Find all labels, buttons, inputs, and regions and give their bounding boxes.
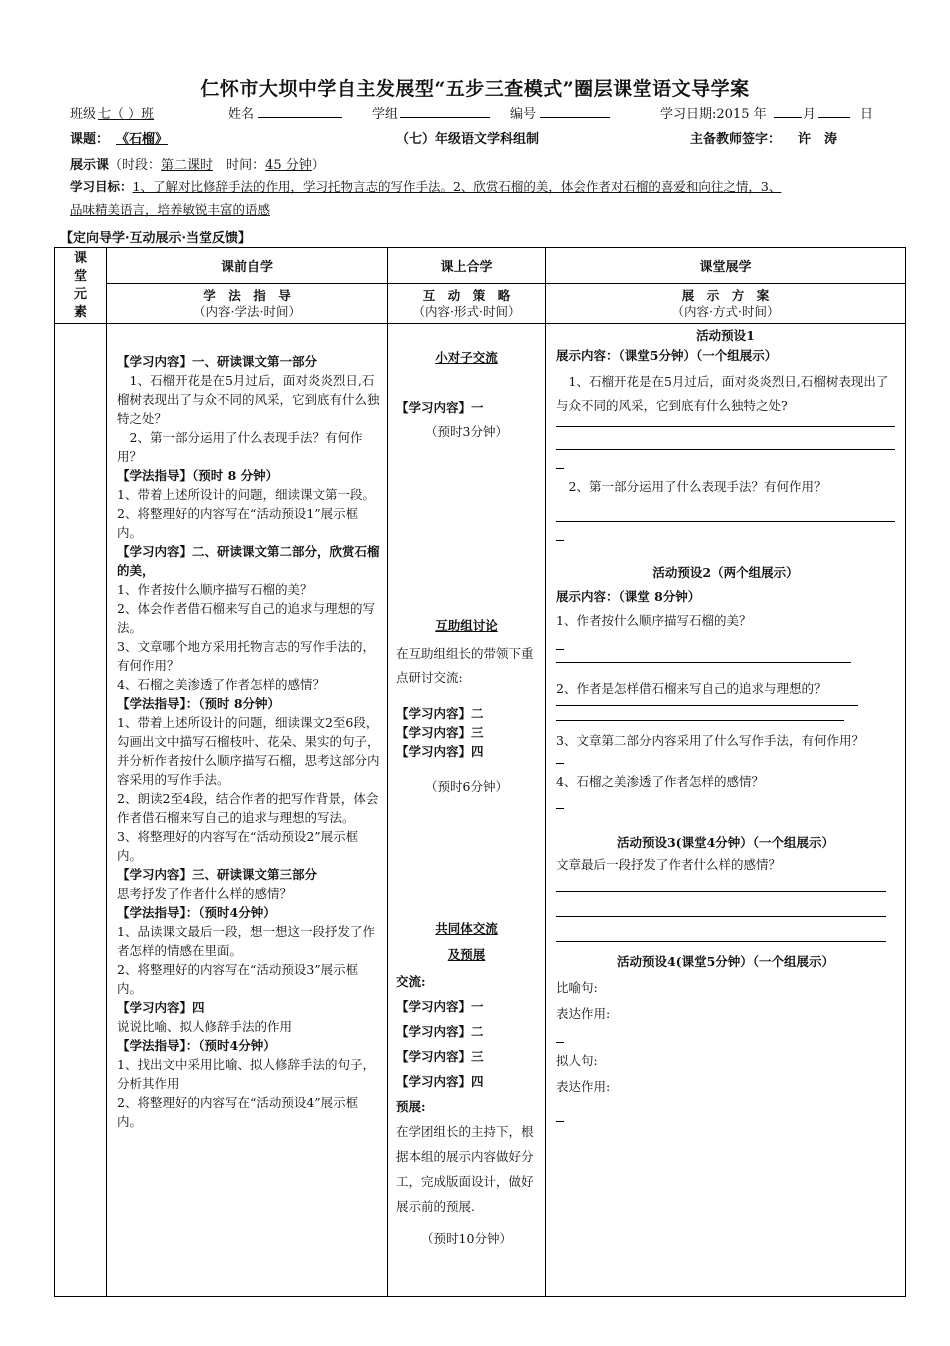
activity2-title: 活动预设2（两个组展示） — [652, 565, 799, 580]
teacher-label: 主备教师签字： — [690, 132, 782, 147]
header-self-study: 课前自学 — [107, 248, 388, 284]
method-step: 2、朗读2至4段，结合作者的把写作背景，体会作者借石榴来写自己的追求与理想的写法。 — [117, 791, 379, 825]
study-question: 3、文章哪个地方采用托物言志的写作手法的，有何作用？ — [117, 639, 375, 673]
group-item: 【学习内容】四 — [396, 744, 484, 759]
section-bracket-title: 【定向导学·互动展示·当堂反馈】 — [60, 231, 252, 246]
method-step: 1、找出文中采用比喻、拟人修辞手法的句子，分析其作用 — [117, 1057, 375, 1091]
method-step: 2、将整理好的内容写在“活动预设1”展示框内。 — [117, 506, 359, 540]
answer-line[interactable] — [556, 916, 886, 917]
period-label: （时段： — [109, 158, 162, 173]
number-label: 编号 — [510, 107, 537, 122]
class-label: 班级 — [70, 107, 97, 122]
community-item: 【学习内容】三 — [396, 1049, 484, 1064]
element-char: 素 — [73, 304, 87, 320]
teacher-name: 许 涛 — [798, 132, 838, 147]
study-question: 1、作者按什么顺序描写石榴的美？ — [117, 582, 313, 597]
answer-line[interactable] — [556, 891, 886, 892]
study-content-heading: 【学习内容】四 — [117, 1000, 205, 1015]
method-step: 3、将整理好的内容写在“活动预设2”展示框内。 — [117, 829, 359, 863]
method-step: 1、品读课文最后一段，想一想这一段抒发了作者怎样的情感在里面。 — [117, 924, 375, 958]
course-title: 《石榴》 — [116, 132, 169, 147]
subheader-strategy — [388, 284, 546, 324]
answer-mark — [556, 1042, 564, 1043]
group-item: 【学习内容】二 — [396, 706, 484, 721]
activity1-title: 活动预设1 — [696, 328, 755, 343]
number-field[interactable] — [540, 105, 610, 118]
sub-note: （内容·学法·时间） — [193, 303, 301, 319]
activity4-title: 活动预设4(课堂5分钟）（一个组展示） — [616, 954, 835, 969]
presentation-column — [546, 324, 906, 1297]
pair-exchange-title: 小对子交流 — [435, 350, 498, 365]
element-char: 堂 — [73, 268, 87, 284]
name-field[interactable] — [258, 105, 342, 118]
community-time: （预时10分钟） — [421, 1231, 512, 1246]
learning-goals — [70, 177, 890, 195]
sub-note: （内容·方式·时间） — [671, 303, 780, 319]
exchange-label: 交流: — [396, 974, 426, 989]
header-presentation: 课堂展学 — [546, 248, 906, 284]
sub-title: 学 法 指 导 — [203, 287, 291, 303]
method-heading: 【学法指导】：（预时4分钟） — [117, 1038, 276, 1053]
month-field[interactable] — [774, 105, 802, 118]
group-field[interactable] — [400, 105, 490, 118]
answer-line[interactable] — [556, 705, 858, 706]
activity1-head: 展示内容：（课堂5分钟）（一个组展示） — [556, 348, 778, 363]
preview-desc: 在学团组长的主持下，根据本组的展示内容做好分工，完成版面设计，做好展示前的预展. — [396, 1124, 534, 1214]
study-question: 2、体会作者借石榴来写自己的追求与理想的写法。 — [117, 601, 375, 635]
sub-note: （内容·形式·时间） — [412, 303, 521, 319]
answer-line[interactable] — [556, 720, 844, 721]
element-char: 课 — [73, 250, 87, 266]
activity4-label: 拟人句: — [556, 1053, 598, 1068]
day-field[interactable] — [818, 105, 850, 118]
show-close: ） — [311, 158, 325, 173]
activity2-question: 2、作者是怎样借石榴来写自己的追求与理想的？ — [556, 681, 827, 696]
study-question: 1、石榴开花是在5月过后，面对炎炎烈日,石榴树表现出了与众不同的风采，它到底有什么独特之处？ — [117, 373, 380, 426]
pair-content: 【学习内容】一 — [396, 400, 484, 415]
time-label: 时间： — [226, 158, 266, 173]
sub-title: 展 示 方 案 — [681, 287, 770, 303]
pair-time: （预时3分钟） — [425, 424, 508, 439]
goals-line2: 品味精美语言，培养敏锐丰富的语感 — [70, 202, 271, 217]
period-value: 第二课时 — [161, 158, 214, 173]
activity2-head: 展示内容：（课堂 8分钟） — [556, 589, 701, 604]
study-question: 说说比喻、拟人修辞手法的作用 — [117, 1019, 293, 1034]
method-heading: 【学法指导】：（预时 8分钟） — [117, 696, 281, 711]
preview-label: 预展: — [396, 1099, 426, 1114]
activity4-label: 表达作用: — [556, 1006, 611, 1021]
goals-line1: 1、了解对比修辞手法的作用，学习托物言志的写作手法。2、欣赏石榴的美，体会作者对石榴的喜爱和向往之情，3、 — [132, 179, 782, 194]
self-study-column — [107, 324, 388, 1297]
activity4-label: 比喻句: — [556, 980, 598, 995]
show-label: 展示课 — [70, 158, 110, 173]
answer-mark — [556, 1121, 564, 1122]
activity1-question: 1、石榴开花是在5月过后，面对炎炎烈日,石榴树表现出了与众不同的风采，它到底有什么独特之处? — [556, 374, 889, 413]
activity3-title: 活动预设3(课堂4分钟）（一个组展示） — [616, 835, 835, 850]
community-subtitle: 及预展 — [447, 947, 486, 962]
element-char: 元 — [73, 286, 87, 302]
group-discussion-desc: 在互助组组长的带领下重点研讨交流: — [396, 646, 534, 685]
page-title: 仁怀市大坝中学自主发展型“五步三查模式”圈层课堂语文导学案 — [200, 78, 750, 100]
header-cooperative: 课上合学 — [388, 248, 546, 284]
community-title: 共同体交流 — [435, 921, 498, 936]
date-label: 学习日期:2015 年 — [660, 107, 767, 122]
goals-label: 学习目标： — [70, 179, 133, 194]
method-heading: 【学法指导】：（预时4分钟） — [117, 905, 276, 920]
activity2-question: 1、作者按什么顺序描写石榴的美？ — [556, 613, 752, 628]
group-time: （预时6分钟） — [425, 779, 508, 794]
name-label: 姓名 — [228, 107, 255, 122]
answer-line[interactable] — [556, 941, 886, 942]
day-label: 日 — [860, 107, 874, 122]
study-content-heading: 【学习内容】一、研读课文第一部分 — [117, 354, 318, 369]
method-step: 2、将整理好的内容写在“活动预设4”展示框内。 — [117, 1095, 359, 1129]
study-question: 2、第一部分运用了什么表现手法？有何作用？ — [117, 430, 363, 464]
cooperative-column — [388, 324, 546, 1297]
student-info-row — [70, 103, 910, 122]
course-label: 课题： — [70, 132, 110, 147]
element-header — [55, 248, 107, 324]
answer-line[interactable] — [556, 521, 895, 522]
subheader-plan — [546, 284, 906, 324]
answer-mark — [556, 763, 564, 764]
class-field[interactable]: 七（ ）班 — [98, 107, 155, 122]
community-item: 【学习内容】一 — [396, 999, 484, 1014]
study-content-heading: 【学习内容】三、研读课文第三部分 — [117, 867, 318, 882]
study-question: 思考抒发了作者什么样的感情？ — [117, 886, 293, 901]
time-value: 45 分钟 — [265, 158, 312, 173]
activity4-label: 表达作用: — [556, 1079, 611, 1094]
group-discussion-title: 互助组讨论 — [435, 618, 498, 633]
subheader-method — [107, 284, 388, 324]
show-row — [70, 154, 325, 173]
method-step: 1、带着上述所设计的问题，细读课文第一段。 — [117, 487, 375, 502]
study-content-heading: 【学习内容】二、研读课文第二部分，欣赏石榴的美， — [117, 544, 380, 578]
answer-line[interactable] — [556, 662, 851, 663]
answer-mark — [556, 468, 564, 469]
answer-mark — [556, 649, 564, 650]
community-item: 【学习内容】二 — [396, 1024, 484, 1039]
activity2-question: 4、石榴之美渗透了作者怎样的感情？ — [556, 774, 764, 789]
answer-mark — [556, 540, 564, 541]
activity3-question: 文章最后一段抒发了作者什么样的感情？ — [556, 857, 782, 872]
method-step: 2、将整理好的内容写在“活动预设3”展示框内。 — [117, 962, 359, 996]
answer-line[interactable] — [556, 449, 895, 450]
sub-title: 互 动 策 略 — [422, 287, 511, 303]
element-cell — [55, 324, 107, 1297]
group-label: 学组 — [372, 107, 399, 122]
method-heading: 【学法指导】（预时 8 分钟） — [117, 468, 279, 483]
course-team: （七）年级语文学科组制 — [396, 132, 540, 147]
activity2-question: 3、文章第二部分内容采用了什么写作手法，有何作用？ — [556, 733, 864, 748]
activity1-question: 2、第一部分运用了什么表现手法？有何作用？ — [556, 479, 827, 494]
answer-mark — [556, 808, 564, 809]
answer-line[interactable] — [556, 426, 895, 427]
lesson-table — [54, 247, 906, 1297]
study-question: 4、石榴之美渗透了作者怎样的感情？ — [117, 677, 325, 692]
community-item: 【学习内容】四 — [396, 1074, 484, 1089]
method-step: 1、带着上述所设计的问题，细读课文2至6段，勾画出文中描写石榴枝叶、花朵、果实的句子，并分析作者按什么顺序描写石榴，思考这部分内容采用的写作手法。 — [117, 715, 380, 787]
month-label: 月 — [803, 107, 817, 122]
group-item: 【学习内容】三 — [396, 725, 484, 740]
